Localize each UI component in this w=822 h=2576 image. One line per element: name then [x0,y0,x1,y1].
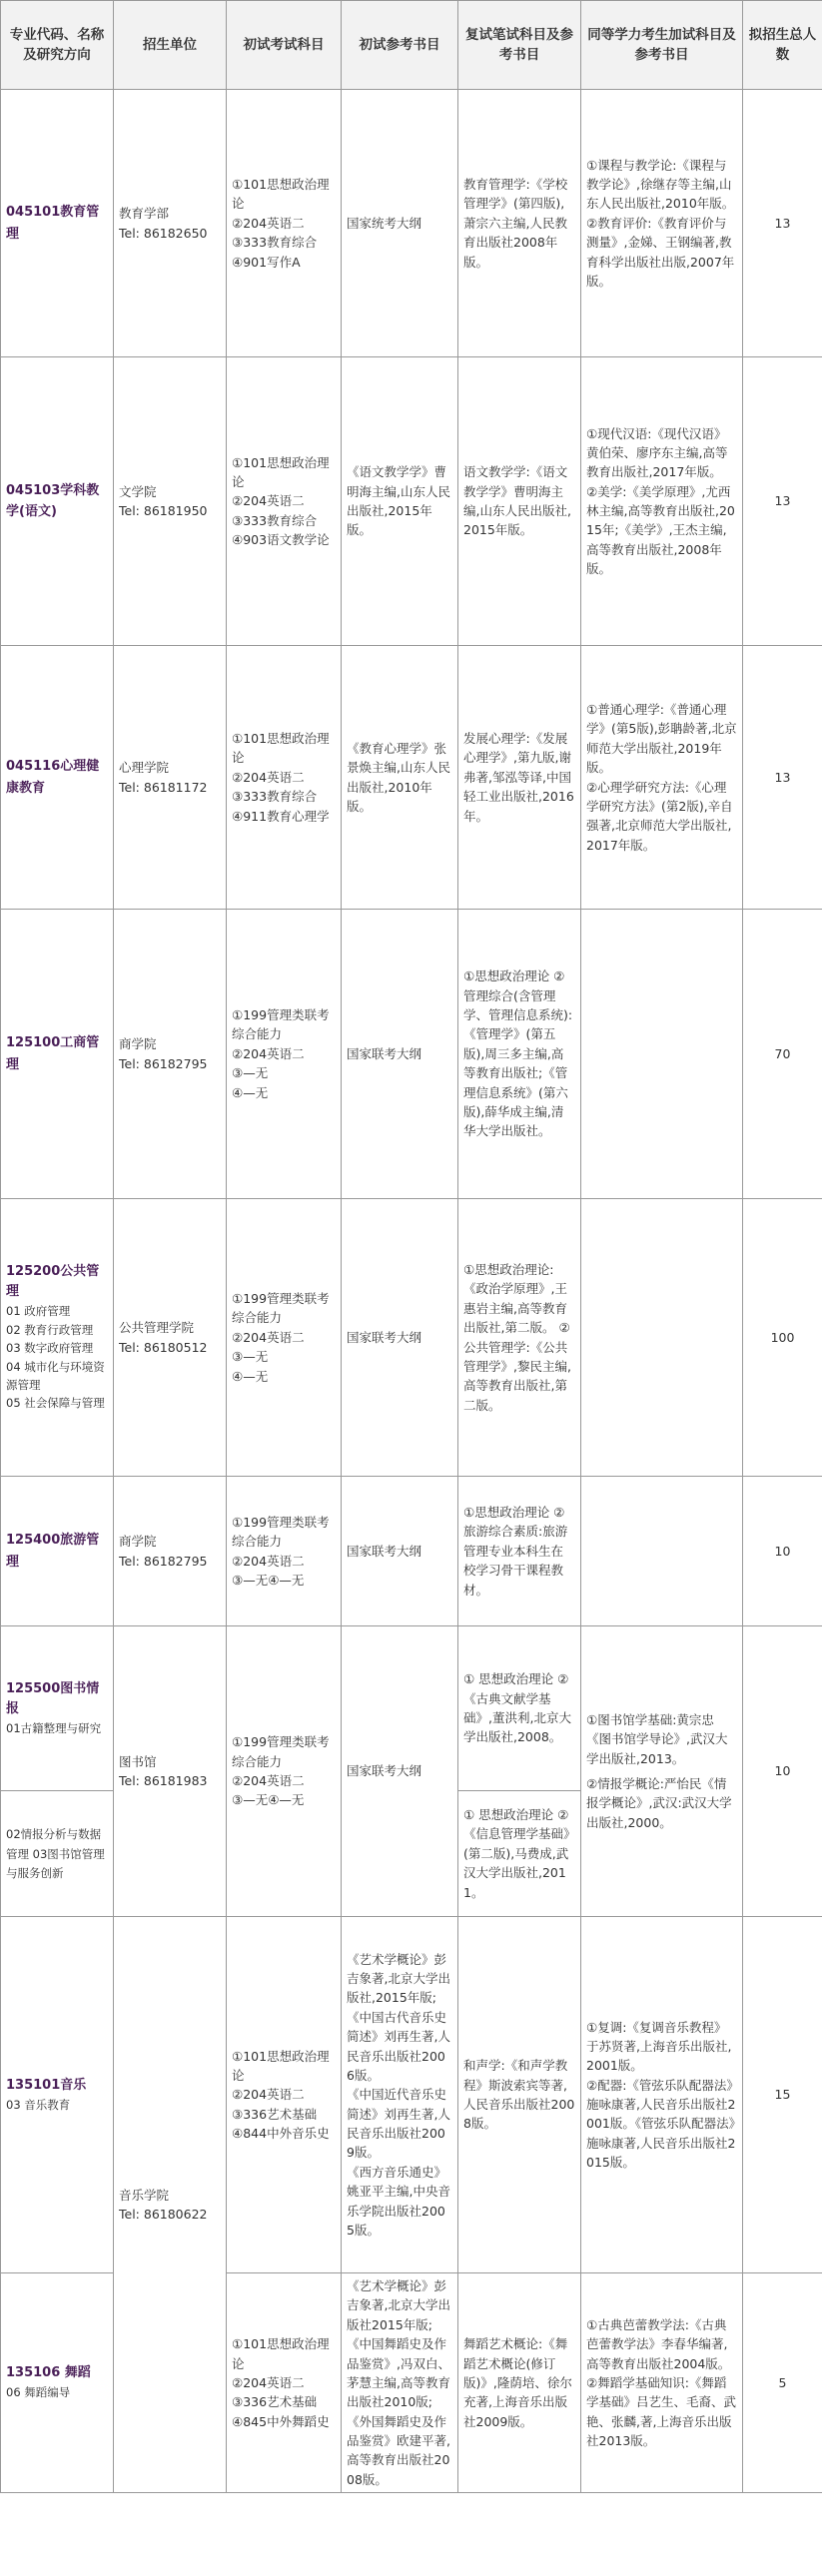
exam-subject: ③—无④—无 [232,1572,305,1588]
equiv-item: ②配器:《管弦乐队配器法》施咏康著,人民音乐出版社2001版。《管弦乐队配器法》施咏康著,人民音乐出版社2015版。 [586,2077,736,2171]
exam-ref-cell: 《语文教学学》曹明海主编,山东人民出版社,2015年版。 [342,357,458,646]
exam-subject: ④911教育心理学 [232,808,330,824]
exam-cell [227,90,342,357]
table-row [1,910,822,1199]
retest-cell: 教育管理学:《学校管理学》(第四版),萧宗六主编,人民教育出版社2008年版。 [458,90,581,357]
ref-item: 《中国古代音乐史简述》刘再生著,人民音乐出版社2006版。 [347,2009,450,2083]
count-cell: 70 [743,910,822,1199]
retest-cell: 发展心理学:《发展心理学》,第九版,谢弗著,邹泓等译,中国轻工业出版社,2016年。 [458,646,581,910]
exam-subject: ②204英语二 [232,1329,305,1345]
exam-cell [227,357,342,646]
retest-cell: ①思想政治理论 ②旅游综合素质:旅游管理专业本科生在校学习骨干课程教材。 [458,1477,581,1626]
table-row [1,1477,822,1626]
count-cell: 13 [743,90,822,357]
exam-subject: ②204英语二 [232,215,305,231]
direction-item: 01 政府管理 [6,1304,71,1319]
equiv-item: ②舞蹈学基础知识:《舞蹈学基础》吕艺生、毛裔、武艳、张麟,著,上海音乐出版社2013版。 [586,2374,737,2448]
exam-subject: ①101思想政治理论 [232,177,330,212]
direction-item: 02情报分析与数据管理 03图书馆管理与服务创新 [6,1827,105,1881]
equiv-item: ①现代汉语:《现代汉语》黄伯荣、廖序东主编,高等教育出版社,2017年版。 [586,425,728,480]
exam-subject: ④845中外舞蹈史 [232,2413,330,2429]
equiv-item: ②美学:《美学原理》,尤西林主编,高等教育出版社,2015年;《美学》,王杰主编,高等教育出版社,2008年版。 [586,483,735,577]
exam-cell [227,646,342,910]
major-cell [1,357,114,646]
exam-cell [227,1626,342,1917]
ref-item: 《中国近代音乐史简述》刘再生著,人民音乐出版社2009版。 [347,2087,450,2161]
exam-subject: ②204英语二 [232,1773,305,1788]
exam-cell [227,1917,342,2273]
direction-item: 06 舞蹈编导 [6,2385,71,2400]
equiv-item: ②教育评价:《教育评价与测量》,金娣、王钢编著,教育科学出版社出版,2007年版。 [586,215,735,289]
direction-item: 03 数字政府管理 [6,1341,94,1356]
major-name: 125400旅游管理 [6,1533,100,1570]
equiv-item: ②情报学概论:严怡民《情报学概论》,武汉:武汉大学出版社,2000。 [586,1776,732,1830]
exam-subject: ②204英语二 [232,493,305,509]
exam-cell [227,910,342,1199]
unit-cell [114,1626,227,1917]
exam-ref-cell [342,1917,458,2273]
header-equiv: 同等学力考生加试科目及参考书目 [581,1,743,90]
exam-subject: ③—无 [232,1065,269,1081]
exam-ref-cell: 国家统考大纲 [342,90,458,357]
major-cell [1,1199,114,1477]
major-name: 125200公共管理 [6,1264,100,1300]
unit-name: 商学院 [119,1036,157,1052]
exam-subject: ①101思想政治理论 [232,731,330,766]
direction-item: 01古籍整理与研究 [6,1720,102,1735]
header-count: 拟招生总人数 [743,1,822,90]
unit-name: 文学院 [119,483,157,499]
exam-subject: ④—无 [232,1084,269,1100]
equiv-item: ①古典芭蕾教学法:《古典芭蕾教学法》李春华编著,高等教育出版社2004版。 [586,2316,731,2371]
exam-subject: ③336艺术基础 [232,2106,318,2122]
table-row [1,90,822,357]
exam-subject: ③—无 [232,1349,269,1365]
retest-cell: 和声学:《和声学教程》斯波索宾等著,人民音乐出版社2008版。 [458,1917,581,2273]
unit-tel: Tel: 86182650 [119,225,208,241]
exam-subject: ②204英语二 [232,2374,305,2390]
unit-cell [114,1917,227,2493]
table-row [1,1199,822,1477]
direction-item: 05 社会保障与管理 [6,1396,105,1411]
table-row [1,357,822,646]
unit-tel: Tel: 86181172 [119,779,208,795]
unit-tel: Tel: 86180622 [119,2207,208,2223]
equiv-item: ①复调:《复调音乐教程》于苏贤著,上海音乐出版社,2001版。 [586,2019,732,2074]
major-name: 135101音乐 [6,2077,87,2093]
retest-cell: 语文教学学:《语文教学学》曹明海主编,山东人民出版社,2015年版。 [458,357,581,646]
unit-name: 教育学部 [119,206,170,222]
direction-item: 03 音乐教育 [6,2097,71,2112]
equiv-item: ①课程与教学论:《课程与教学论》,徐继存等主编,山东人民出版社,2010年版。 [586,157,735,212]
exam-subject: ④903语文教学论 [232,532,330,548]
exam-subject: ④901写作A [232,254,301,270]
unit-tel: Tel: 86181983 [119,1773,208,1788]
major-cell [1,1791,114,1917]
table-row [1,1626,822,1791]
major-name: 045116心理健康教育 [6,759,100,796]
retest-cell: ①思想政治理论 ②管理综合(含管理学、管理信息系统):《管理学》(第五版),周三多主编,高等教育出版社;《管理信息系统》(第六版),薛华成主编,清华大学出版社。 [458,910,581,1199]
exam-subject: ①199管理类联考综合能力 [232,1291,330,1326]
table-row [1,1917,822,2273]
equiv-item: ②心理学研究方法:《心理学研究方法》(第2版),辛自强著,北京师范大学出版社,2017年版。 [586,779,733,853]
retest-cell: 舞蹈艺术概论:《舞蹈艺术概论(修订版)》,隆荫培、徐尔充著,上海音乐出版社2009版。 [458,2273,581,2493]
count-cell: 10 [743,1477,822,1626]
exam-subject: ①101思想政治理论 [232,2048,330,2083]
exam-cell [227,1477,342,1626]
major-cell [1,2273,114,2493]
equiv-item: ①图书馆学基础:黄宗忠《图书馆学导论》,武汉大学出版社,2013。 [586,1711,728,1766]
unit-name: 心理学院 [119,760,170,776]
unit-tel: Tel: 86180512 [119,1339,208,1355]
major-cell [1,1626,114,1791]
equiv-cell [581,910,743,1199]
exam-subject: ①199管理类联考综合能力 [232,1514,330,1550]
header-major: 专业代码、名称及研究方向 [1,1,114,90]
exam-subject: ①199管理类联考综合能力 [232,1734,330,1769]
major-cell [1,910,114,1199]
exam-ref-cell: 国家联考大纲 [342,1199,458,1477]
unit-cell [114,910,227,1199]
major-cell [1,90,114,357]
major-cell [1,1917,114,2273]
unit-tel: Tel: 86182795 [119,1055,208,1071]
header-exam-ref: 初试参考书目 [342,1,458,90]
equiv-cell [581,357,743,646]
exam-subject: ③—无④—无 [232,1792,305,1808]
equiv-cell [581,1477,743,1626]
ref-item: 《西方音乐通史》姚亚平主编,中央音乐学院出版社2005版。 [347,2164,450,2238]
equiv-cell [581,2273,743,2493]
count-cell: 100 [743,1199,822,1477]
header-exam: 初试考试科目 [227,1,342,90]
unit-name: 音乐学院 [119,2187,170,2203]
exam-subject: ①101思想政治理论 [232,454,330,489]
exam-subject: ③333教育综合 [232,512,318,528]
header-retest: 复试笔试科目及参考书目 [458,1,581,90]
exam-subject: ③333教育综合 [232,789,318,805]
ref-item: 《艺术学概论》彭吉象著,北京大学出版社,2015年版; [347,1951,450,2006]
direction-item: 02 教育行政管理 [6,1322,94,1337]
equiv-cell [581,1199,743,1477]
equiv-cell [581,1917,743,2273]
major-cell [1,1477,114,1626]
count-cell: 10 [743,1626,822,1917]
exam-subject: ①199管理类联考综合能力 [232,1007,330,1042]
header-unit: 招生单位 [114,1,227,90]
unit-cell [114,646,227,910]
exam-ref-cell: 《教育心理学》张景焕主编,山东人民出版社,2010年版。 [342,646,458,910]
exam-subject: ②204英语二 [232,1553,305,1569]
major-name: 045101教育管理 [6,205,100,242]
exam-ref-cell: 国家联考大纲 [342,1626,458,1917]
retest-cell: ①思想政治理论:《政治学原理》,王惠岩主编,高等教育出版社,第二版。 ②公共管理学:《公共管理学》,黎民主编,高等教育出版社,第二版。 [458,1199,581,1477]
unit-cell [114,357,227,646]
count-cell: 5 [743,2273,822,2493]
major-name: 135106 舞蹈 [6,2365,91,2381]
unit-tel: Tel: 86181950 [119,503,208,518]
exam-cell [227,1199,342,1477]
major-name: 045103学科教学(语文) [6,482,100,519]
unit-cell [114,1477,227,1626]
header-row [1,1,822,90]
exam-subject: ④—无 [232,1368,269,1384]
equiv-cell [581,90,743,357]
exam-cell [227,2273,342,2493]
exam-subject: ③336艺术基础 [232,2394,318,2410]
retest-cell: ① 思想政治理论 ② 《信息管理学基础》(第二版),马费成,武汉大学出版社,2011。 [458,1791,581,1917]
exam-ref-cell: 《艺术学概论》彭吉象著,北京大学出版社2015年版;《中国舞蹈史及作品鉴赏》,冯双白、茅慧主编,高等教育出版社2010版;《外国舞蹈史及作品鉴赏》欧建平著,高等教育出版社2008版。 [342,2273,458,2493]
retest-cell: ① 思想政治理论 ② 《古典文献学基础》,董洪利,北京大学出版社,2008。 [458,1626,581,1791]
exam-ref-cell: 国家联考大纲 [342,1477,458,1626]
unit-name: 图书馆 [119,1753,157,1769]
major-name: 125100工商管理 [6,1035,100,1072]
exam-subject: ②204英语二 [232,769,305,785]
equiv-cell [581,646,743,910]
unit-tel: Tel: 86182795 [119,1553,208,1569]
exam-subject: ①101思想政治理论 [232,2336,330,2371]
unit-name: 商学院 [119,1534,157,1550]
exam-subject: ④844中外音乐史 [232,2126,330,2142]
count-cell: 13 [743,646,822,910]
unit-cell [114,1199,227,1477]
direction-item: 04 城市化与环境资源管理 [6,1359,105,1393]
equiv-cell [581,1626,743,1917]
unit-name: 公共管理学院 [119,1320,195,1336]
count-cell: 15 [743,1917,822,2273]
major-name: 125500图书情报 [6,1680,100,1716]
major-cell [1,646,114,910]
table-row [1,646,822,910]
unit-cell [114,90,227,357]
exam-subject: ②204英语二 [232,1045,305,1061]
equiv-item: ①普通心理学:《普通心理学》(第5版),彭聃龄著,北京师范大学出版社,2019年版。 [586,702,737,776]
exam-subject: ②204英语二 [232,2087,305,2103]
exam-subject: ③333教育综合 [232,235,318,251]
count-cell: 13 [743,357,822,646]
exam-ref-cell: 国家联考大纲 [342,910,458,1199]
